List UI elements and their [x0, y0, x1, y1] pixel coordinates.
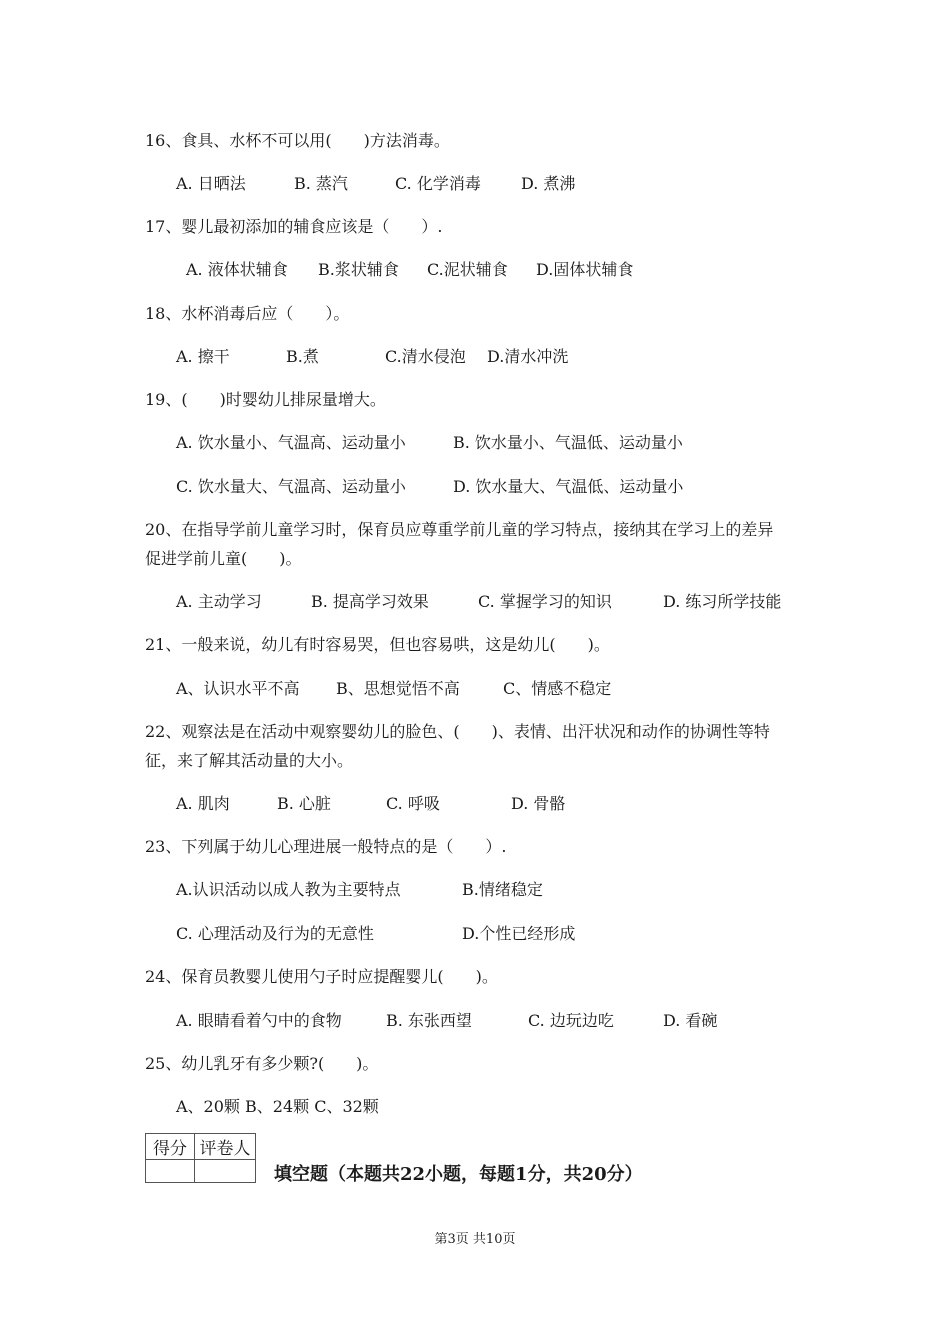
question-21: 21、一般来说，幼儿有时容易哭，但也容易哄，这是幼儿( )。 [145, 635, 610, 654]
q24-option-a: A. 眼睛看着勺中的食物 [176, 1011, 342, 1030]
q23-option-b: B.情绪稳定 [462, 880, 543, 899]
q17-option-d: D.固体状辅食 [536, 260, 634, 279]
q17-option-b: B.浆状辅食 [318, 260, 399, 279]
q24-option-b: B. 东张西望 [386, 1011, 472, 1030]
q20-option-b: B. 提高学习效果 [311, 592, 429, 611]
question-22-line2: 征，来了解其活动量的大小。 [145, 751, 354, 770]
q23-option-c: C. 心理活动及行为的无意性 [176, 924, 374, 943]
q16-option-c: C. 化学消毒 [395, 174, 481, 193]
question-19: 19、( )时婴幼儿排尿量增大。 [145, 390, 386, 409]
q21-option-a: A、认识水平不高 [176, 679, 300, 698]
q22-option-a: A. 肌肉 [176, 794, 230, 813]
question-25: 25、幼儿乳牙有多少颗?( )。 [145, 1054, 379, 1073]
q22-option-c: C. 呼吸 [386, 794, 440, 813]
question-17: 17、婴儿最初添加的辅食应该是（ ）. [145, 217, 443, 236]
q24-option-d: D. 看碗 [663, 1011, 718, 1030]
score-box [145, 1133, 256, 1183]
q19-option-d: D. 饮水量大、气温低、运动量小 [453, 477, 684, 496]
q20-option-d: D. 练习所学技能 [663, 592, 782, 611]
question-18: 18、水杯消毒后应（ ）。 [145, 304, 350, 323]
section-title: 填空题（本题共22小题，每题1分，共20分） [274, 1164, 643, 1185]
q23-option-a: A.认识活动以成人教为主要特点 [176, 880, 401, 899]
score-label: 得分 [146, 1134, 195, 1160]
grader-cell[interactable] [195, 1160, 256, 1183]
q18-option-d: D.清水冲洗 [487, 347, 569, 366]
grader-label: 评卷人 [195, 1134, 256, 1160]
q17-option-c: C.泥状辅食 [427, 260, 508, 279]
q22-option-d: D. 骨骼 [511, 794, 566, 813]
q22-option-b: B. 心脏 [277, 794, 331, 813]
q20-option-a: A. 主动学习 [176, 592, 262, 611]
question-23: 23、下列属于幼儿心理进展一般特点的是（ ）. [145, 837, 507, 856]
q18-option-c: C.清水侵泡 [385, 347, 466, 366]
q23-option-d: D.个性已经形成 [462, 924, 576, 943]
q19-option-a: A. 饮水量小、气温高、运动量小 [176, 433, 406, 452]
question-22-line1: 22、观察法是在活动中观察婴幼儿的脸色、( )、表情、出汗状况和动作的协调性等特 [145, 722, 770, 741]
question-24: 24、保育员教婴儿使用勺子时应提醒婴儿( )。 [145, 967, 498, 986]
q21-option-b: B、思想觉悟不高 [336, 679, 460, 698]
q17-option-a: A. 液体状辅食 [186, 260, 288, 279]
q19-option-b: B. 饮水量小、气温低、运动量小 [453, 433, 683, 452]
question-20-line1: 20、在指导学前儿童学习时，保育员应尊重学前儿童的学习特点，接纳其在学习上的差异 [145, 520, 774, 539]
q19-option-c: C. 饮水量大、气温高、运动量小 [176, 477, 406, 496]
page-footer: 第3页 共10页 [434, 1232, 516, 1247]
q18-option-b: B.煮 [286, 347, 319, 366]
question-20-line2: 促进学前儿童( )。 [145, 549, 302, 568]
score-cell[interactable] [146, 1160, 195, 1183]
q24-option-c: C. 边玩边吃 [528, 1011, 614, 1030]
q16-option-a: A. 日晒法 [176, 174, 246, 193]
q18-option-a: A. 擦干 [176, 347, 230, 366]
q25-options: A、20颗 B、24颗 C、32颗 [176, 1097, 379, 1116]
q16-option-d: D. 煮沸 [521, 174, 576, 193]
q20-option-c: C. 掌握学习的知识 [478, 592, 612, 611]
q16-option-b: B. 蒸汽 [294, 174, 348, 193]
q21-option-c: C、情感不稳定 [503, 679, 612, 698]
question-16: 16、食具、水杯不可以用( )方法消毒。 [145, 131, 450, 150]
